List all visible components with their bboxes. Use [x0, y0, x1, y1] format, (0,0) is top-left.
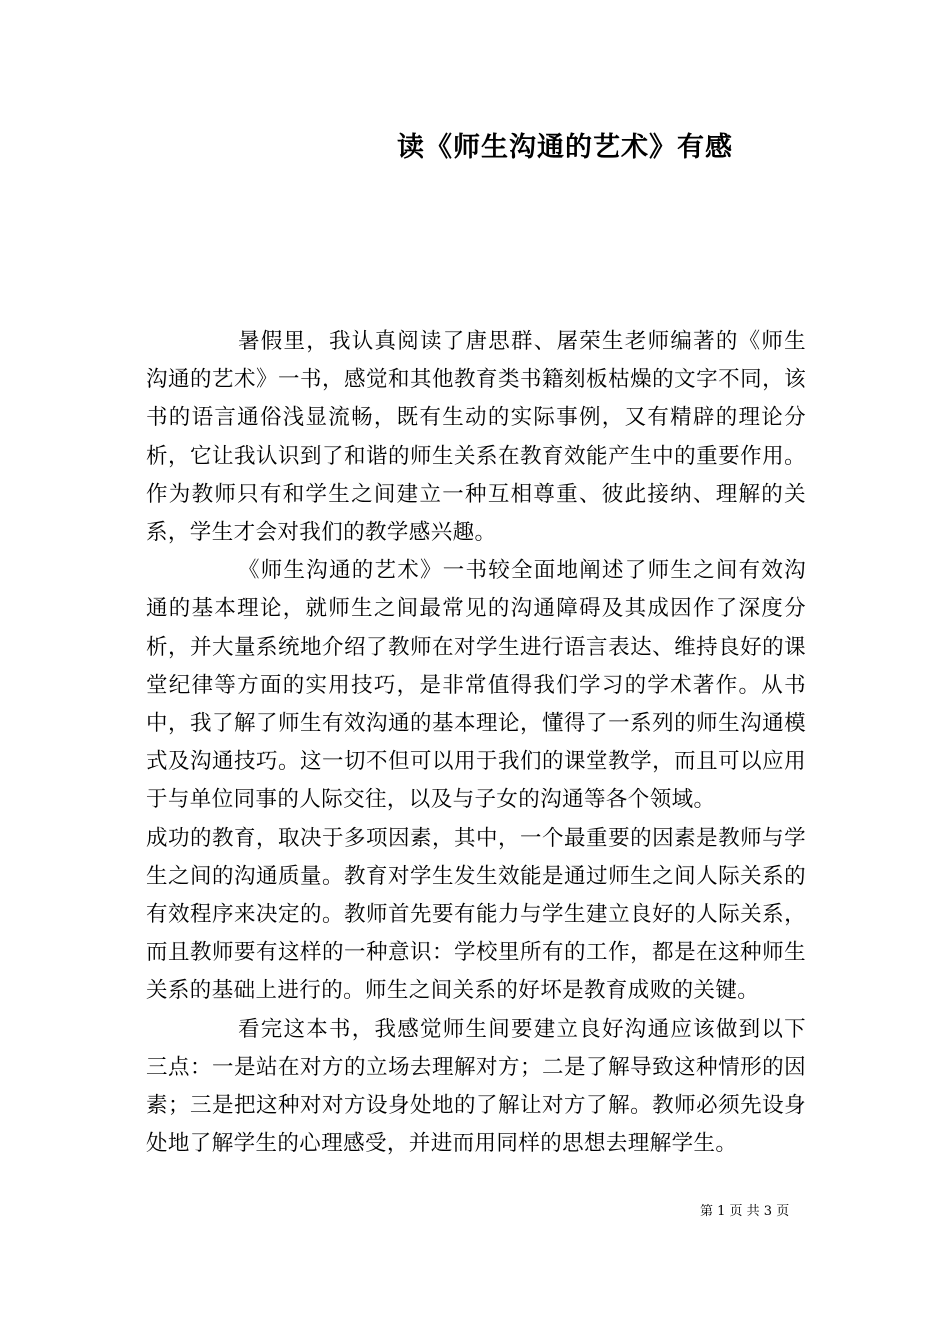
paragraph-3: 成功的教育，取决于多项因素，其中，一个最重要的因素是教师与学生之间的沟通质量。教育对学生发生效能是通过师生之间人际关系的有效程序来决定的。教师首先要有能力与学生建立良好的人际关系，而且教师要有这样的一种意识：学校里所有的工作，都是在这种师生关系的基础上进行的。师生之间关系的好坏是教育成败的关键。 — [146, 825, 806, 1004]
page-number-footer: 第 1 页 共 3 页 — [700, 1204, 790, 1219]
paragraph-4: 看完这本书，我感觉师生间要建立良好沟通应该做到以下三点：一是站在对方的立场去理解对方；二是了解导致这种情形的因素；三是把这种对对方设身处地的了解让对方了解。教师必须先设身处地了解学生的心理感受，并进而用同样的思想去理解学生。 — [146, 1016, 806, 1157]
paragraph-2: 《师生沟通的艺术》一书较全面地阐述了师生之间有效沟通的基本理论，就师生之间最常见的沟通障碍及其成因作了深度分析，并大量系统地介绍了教师在对学生进行语言表达、维持良好的课堂纪律等方面的实用技巧，是非常值得我们学习的学术著作。从书中，我了解了师生有效沟通的基本理论，懂得了一系列的师生沟通模式及沟通技巧。这一切不但可以用于我们的课堂教学，而且可以应用于与单位同事的人际交往，以及与子女的沟通等各个领域。 — [146, 558, 806, 813]
paragraph-1: 暑假里，我认真阅读了唐思群、屠荣生老师编著的《师生沟通的艺术》一书，感觉和其他教育类书籍刻板枯燥的文字不同，该书的语言通俗浅显流畅，既有生动的实际事例，又有精辟的理论分析，它让我认识到了和谐的师生关系在教育效能产生中的重要作用。作为教师只有和学生之间建立一种互相尊重、彼此接纳、理解的关系，学生才会对我们的教学感兴趣。 — [146, 329, 806, 546]
document-body — [146, 323, 806, 1163]
document-title: 读《师生沟通的艺术》有感 — [397, 132, 733, 163]
